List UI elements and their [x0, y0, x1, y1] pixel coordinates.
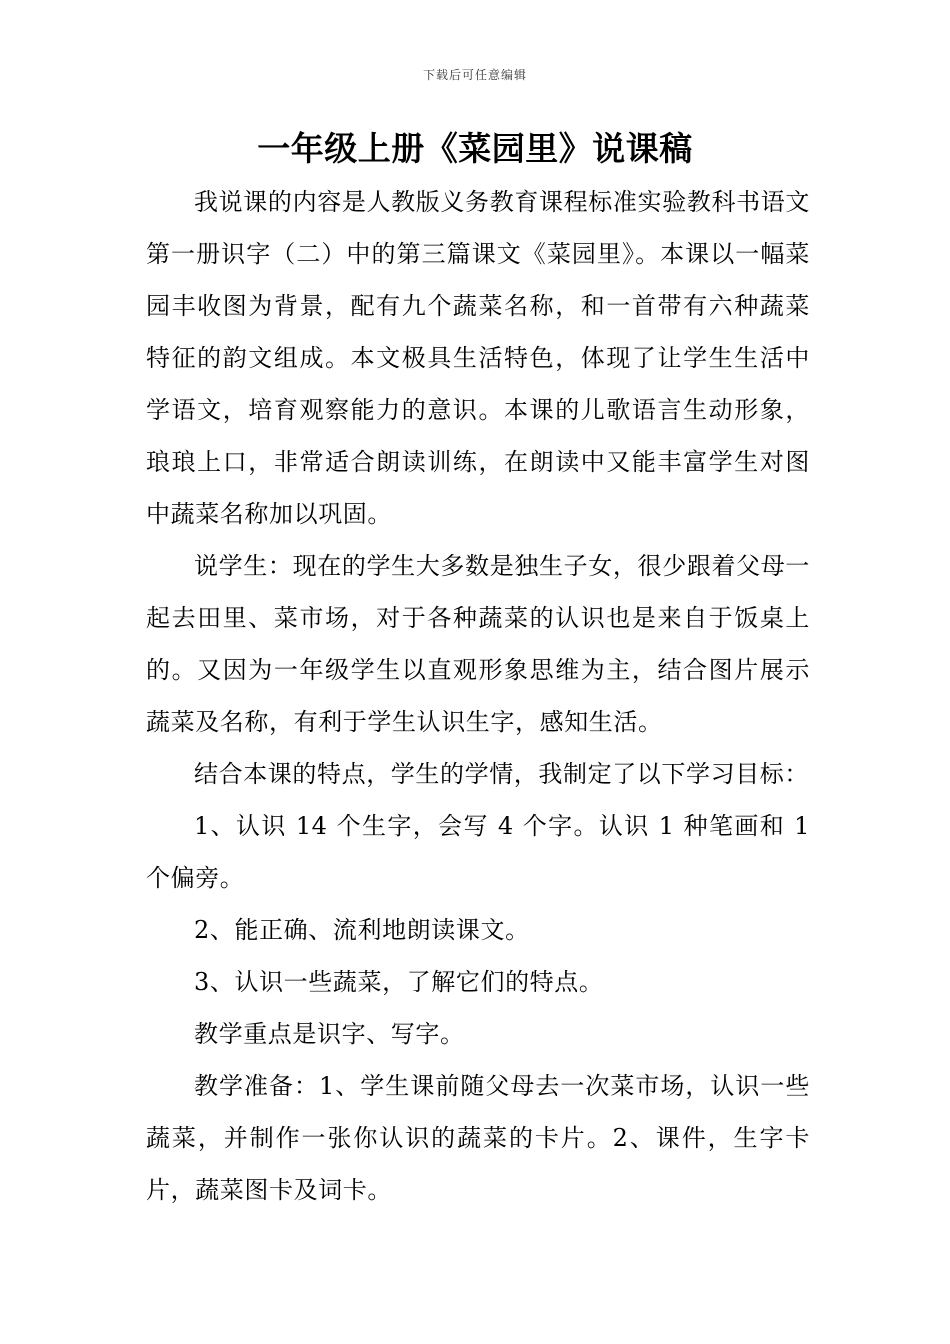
paragraph-goal-1: 1、认识 14 个生字，会写 4 个字。认识 1 种笔画和 1 个偏旁。: [146, 812, 810, 892]
document-title: 一年级上册《菜园里》说课稿: [257, 129, 693, 168]
paragraph-students: 说学生：现在的学生大多数是独生子女，很少跟着父母一起去田里、菜市场，对于各种蔬菜的认识也是来自于饭桌上的。又因为一年级学生以直观形象思维为主，结合图片展示蔬菜及名称，有利于学生认识生字，感知生活。: [146, 552, 810, 736]
paragraph-preparation: 教学准备：1、学生课前随父母去一次菜市场，认识一些蔬菜，并制作一张你认识的蔬菜的卡片。2、课件，生字卡片，蔬菜图卡及词卡。: [146, 1072, 810, 1204]
paragraph-intro: 我说课的内容是人教版义务教育课程标准实验教科书语文第一册识字（二）中的第三篇课文《菜园里》。本课以一幅菜园丰收图为背景，配有九个蔬菜名称，和一首带有六种蔬菜特征的韵文组成。本文极具生活特色，体现了让学生生活中学语文，培育观察能力的意识。本课的儿歌语言生动形象，琅琅上口，非常适合朗读训练，在朗读中又能丰富学生对图中蔬菜名称加以巩固。: [146, 188, 810, 528]
paragraph-goal-2: 2、能正确、流利地朗读课文。: [194, 916, 530, 944]
header-note: 下载后可任意编辑: [422, 68, 527, 82]
paragraph-key-points: 教学重点是识字、写字。: [194, 1020, 465, 1048]
paragraph-goal-3: 3、认识一些蔬菜，了解它们的特点。: [194, 968, 604, 996]
paragraph-goals-intro: 结合本课的特点，学生的学情，我制定了以下学习目标：: [194, 760, 809, 788]
document-body: [146, 176, 810, 1216]
